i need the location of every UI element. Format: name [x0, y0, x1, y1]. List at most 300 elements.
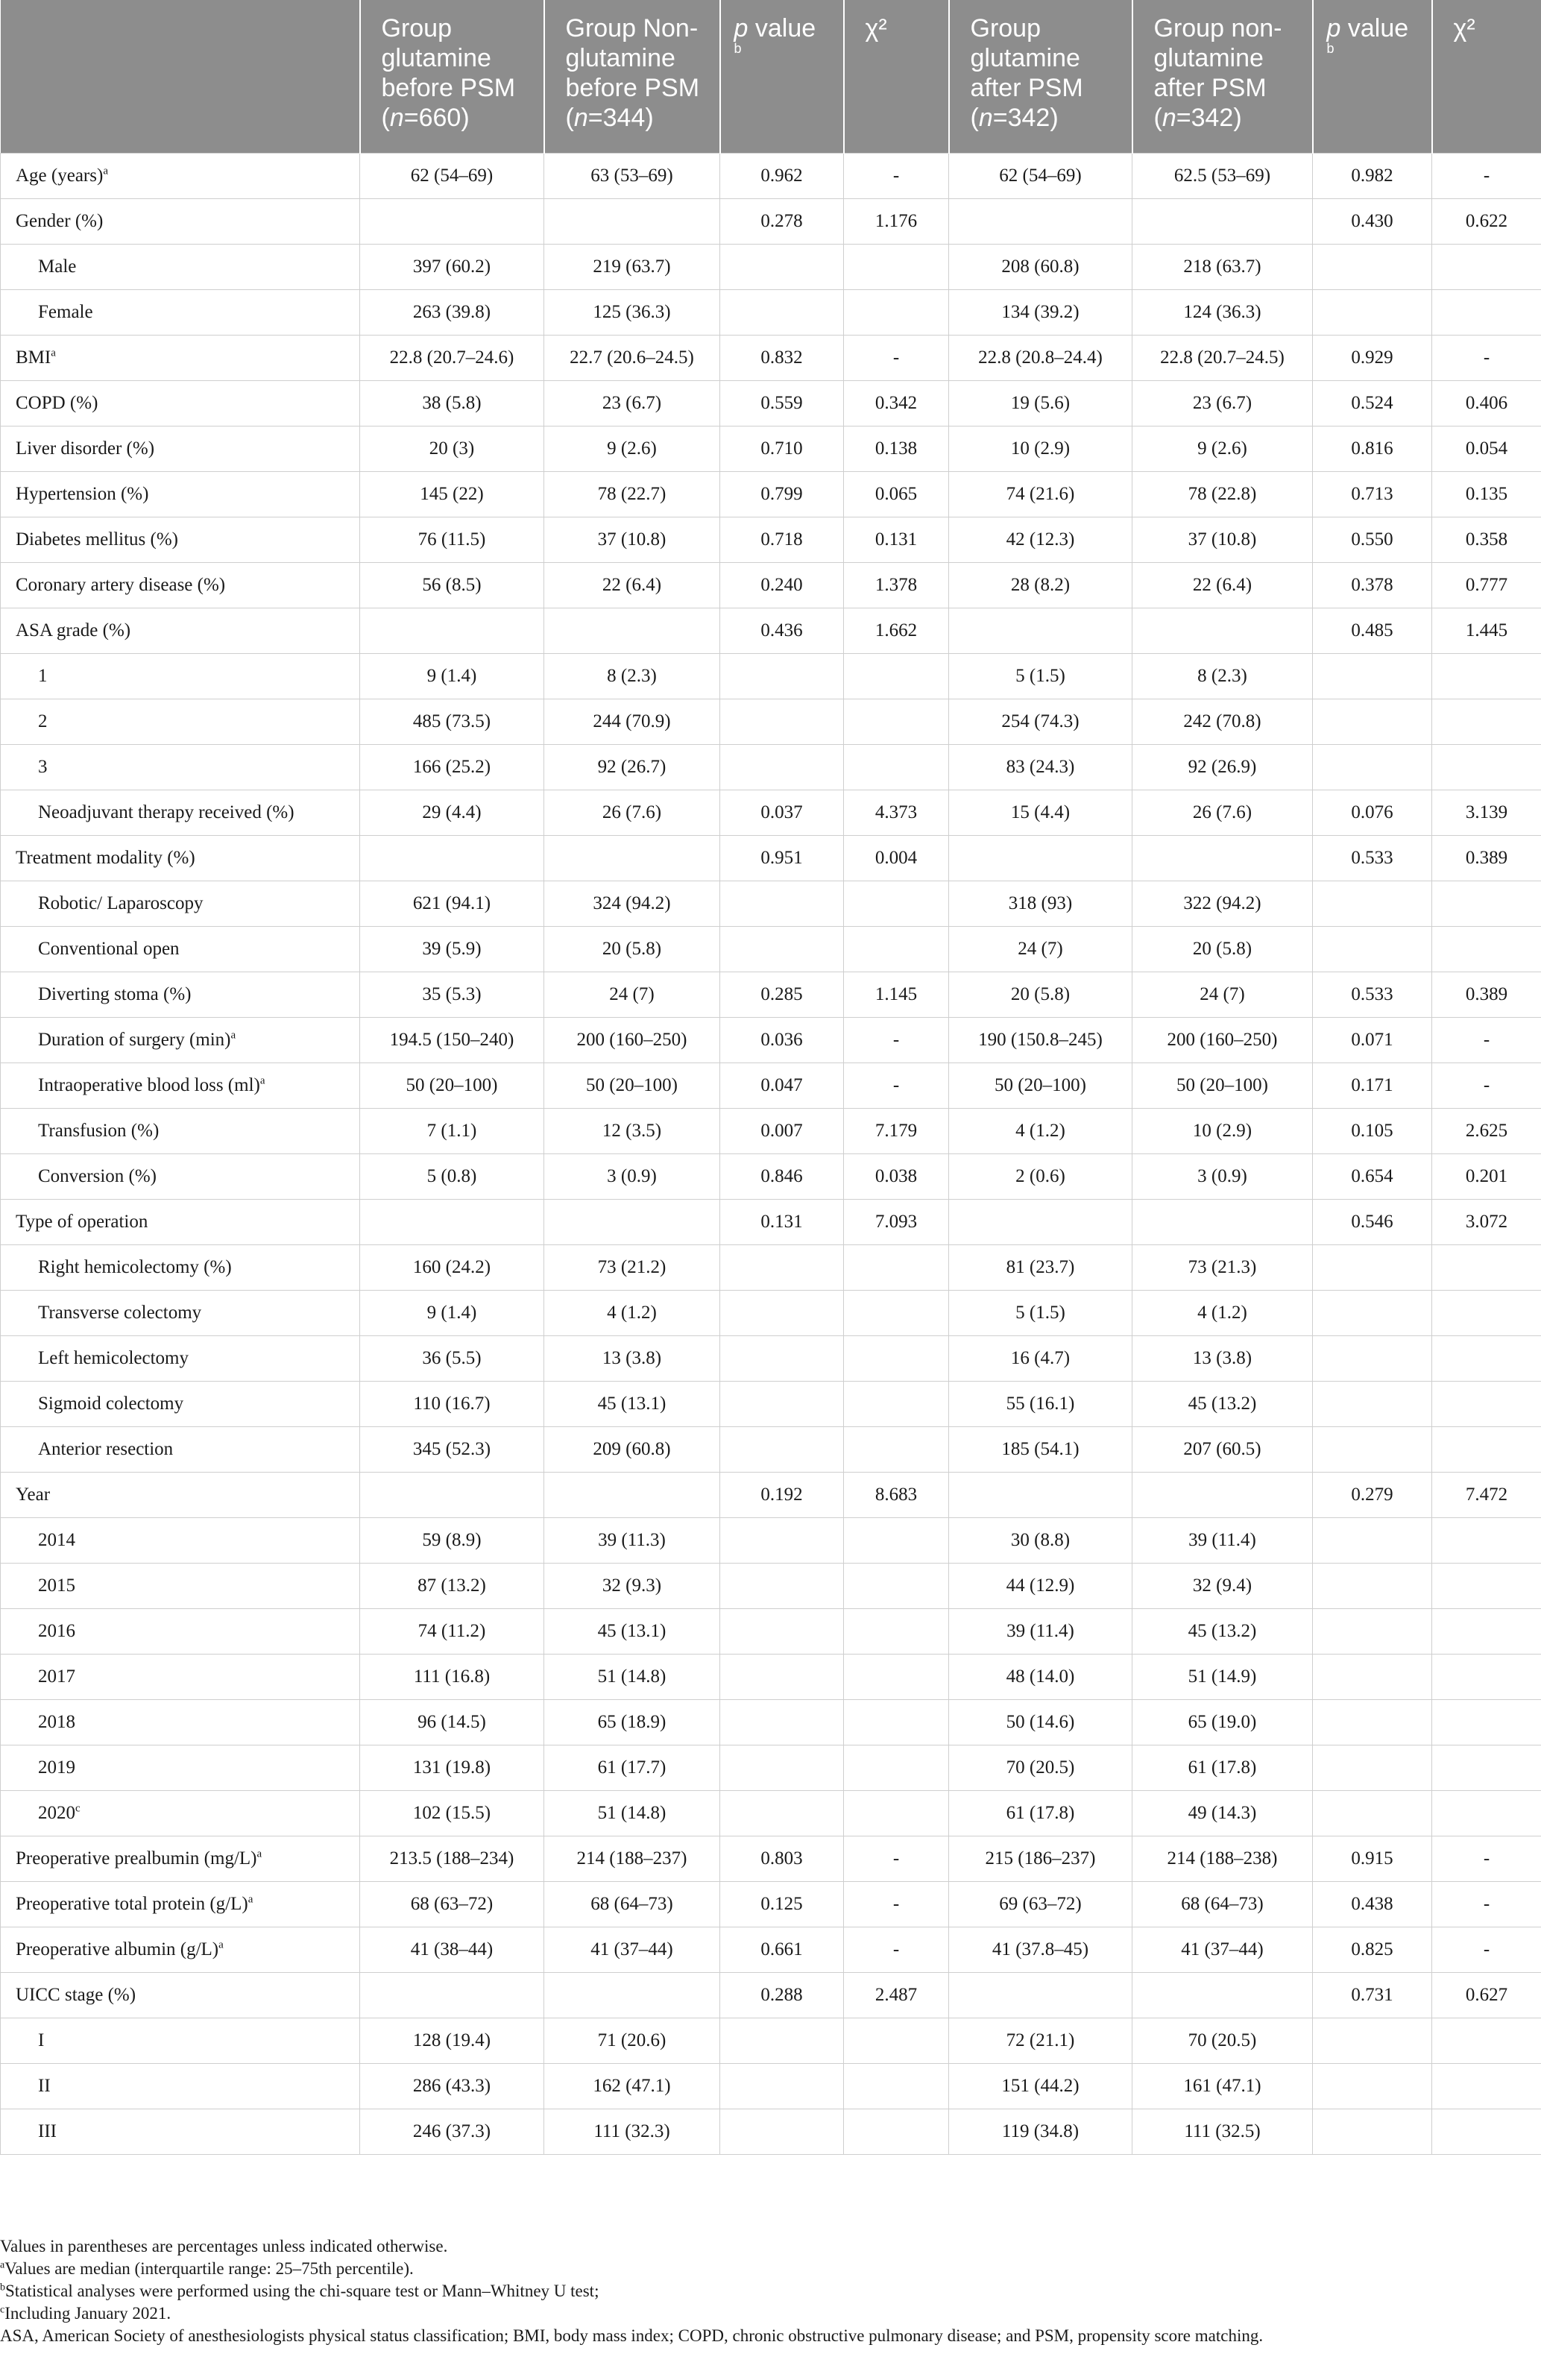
row-label: [1, 1062, 360, 1108]
table-cell: [720, 1745, 844, 1790]
table-cell: [1313, 2018, 1432, 2063]
table-cell: -: [844, 153, 949, 198]
table-cell: 1.378: [844, 562, 949, 608]
table-cell: 318 (93): [949, 881, 1132, 926]
table-row: [1, 517, 1541, 562]
table-cell: 0.627: [1432, 1972, 1541, 2018]
table-cell: 45 (13.1): [544, 1381, 720, 1426]
table-cell: [1432, 2109, 1541, 2154]
header-text: χ²: [865, 14, 887, 42]
table-cell: 214 (188–237): [544, 1836, 720, 1881]
table-cell: -: [1432, 335, 1541, 380]
table-cell: 0.622: [1432, 198, 1541, 244]
column-header: [949, 0, 1132, 153]
table-cell: 7.179: [844, 1108, 949, 1153]
table-cell: [720, 289, 844, 335]
column-header: [1132, 0, 1313, 153]
table-row: [1, 1017, 1541, 1062]
table-cell: 41 (37–44): [544, 1927, 720, 1972]
table-cell: 0.524: [1313, 380, 1432, 426]
table-cell: [844, 1335, 949, 1381]
table-cell: [720, 2063, 844, 2109]
table-cell: [844, 699, 949, 744]
table-cell: 207 (60.5): [1132, 1426, 1313, 1472]
table-cell: 160 (24.2): [360, 1244, 544, 1290]
row-label-text: Hypertension (%): [16, 483, 149, 504]
table-cell: [544, 1199, 720, 1244]
table-cell: 215 (186–237): [949, 1836, 1132, 1881]
table-cell: 0.342: [844, 380, 949, 426]
table-cell: 0.135: [1432, 471, 1541, 517]
row-label-text: Anterior resection: [38, 1438, 174, 1459]
table-cell: 263 (39.8): [360, 289, 544, 335]
table-cell: 65 (18.9): [544, 1699, 720, 1745]
table-cell: 26 (7.6): [1132, 790, 1313, 835]
table-cell: [949, 608, 1132, 653]
table-cell: [720, 653, 844, 699]
row-label-text: UICC stage (%): [16, 1984, 136, 2005]
column-header: [1, 0, 360, 153]
table-cell: 36 (5.5): [360, 1335, 544, 1381]
table-cell: 254 (74.3): [949, 699, 1132, 744]
table-row: [1, 1790, 1541, 1836]
table-cell: 0.731: [1313, 1972, 1432, 2018]
table-cell: 4 (1.2): [949, 1108, 1132, 1153]
table-cell: 22 (6.4): [1132, 562, 1313, 608]
table-cell: [720, 1381, 844, 1426]
table-cell: 0.799: [720, 471, 844, 517]
row-label: [1, 1972, 360, 2018]
row-label: [1, 335, 360, 380]
row-label-text: Right hemicolectomy (%): [38, 1256, 232, 1277]
table-cell: 48 (14.0): [949, 1654, 1132, 1699]
row-label-text: Preoperative albumin (g/L): [16, 1939, 219, 1959]
row-footnote-mark: c: [75, 1802, 81, 1815]
row-label-text: Male: [38, 256, 77, 277]
table-cell: [1432, 1699, 1541, 1745]
table-cell: [844, 1244, 949, 1290]
table-cell: 26 (7.6): [544, 790, 720, 835]
table-cell: [1432, 289, 1541, 335]
table-row: [1, 1836, 1541, 1881]
table-cell: 73 (21.2): [544, 1244, 720, 1290]
table-cell: 7 (1.1): [360, 1108, 544, 1153]
table-cell: [720, 1608, 844, 1654]
footnote-line: [0, 2325, 1541, 2347]
table-row: [1, 1199, 1541, 1244]
row-label-text: II: [38, 2075, 51, 2096]
table-row: [1, 1517, 1541, 1563]
table-row: [1, 198, 1541, 244]
table-row: [1, 653, 1541, 699]
row-label-text: 2016: [38, 1620, 75, 1641]
table-row: [1, 335, 1541, 380]
table-cell: [844, 289, 949, 335]
row-label: [1, 1108, 360, 1153]
table-cell: 219 (63.7): [544, 244, 720, 289]
table-cell: -: [844, 335, 949, 380]
table-cell: [720, 2109, 844, 2154]
table-cell: 190 (150.8–245): [949, 1017, 1132, 1062]
table-cell: 87 (13.2): [360, 1563, 544, 1608]
table-cell: 0.007: [720, 1108, 844, 1153]
table-cell: 72 (21.1): [949, 2018, 1132, 2063]
table-row: [1, 1108, 1541, 1153]
table-row: [1, 1335, 1541, 1381]
table-cell: [1432, 2018, 1541, 2063]
table-cell: 10 (2.9): [949, 426, 1132, 471]
table-cell: 0.661: [720, 1927, 844, 1972]
column-header: [1432, 0, 1541, 153]
table-cell: [844, 744, 949, 790]
table-cell: 111 (32.5): [1132, 2109, 1313, 2154]
row-label: [1, 1153, 360, 1199]
table-row: [1, 1972, 1541, 2018]
table-cell: [1432, 699, 1541, 744]
table-cell: [1432, 1517, 1541, 1563]
table-cell: 22.8 (20.8–24.4): [949, 335, 1132, 380]
table-cell: 246 (37.3): [360, 2109, 544, 2154]
table-cell: 69 (63–72): [949, 1881, 1132, 1927]
table-cell: 2.625: [1432, 1108, 1541, 1153]
header-tail: value: [1340, 14, 1409, 42]
table-cell: 0.138: [844, 426, 949, 471]
footnote-line: [0, 2235, 1541, 2258]
table-cell: 0.962: [720, 153, 844, 198]
table-cell: 8 (2.3): [1132, 653, 1313, 699]
table-cell: 39 (11.4): [1132, 1517, 1313, 1563]
table-cell: [1313, 1563, 1432, 1608]
table-cell: 41 (38–44): [360, 1927, 544, 1972]
table-cell: [844, 244, 949, 289]
table-cell: 55 (16.1): [949, 1381, 1132, 1426]
table-cell: [720, 926, 844, 972]
table-cell: -: [844, 1836, 949, 1881]
row-label-text: 2019: [38, 1757, 75, 1778]
row-label-text: I: [38, 2030, 45, 2050]
table-cell: 0.533: [1313, 972, 1432, 1017]
table-cell: 4.373: [844, 790, 949, 835]
table-cell: 0.777: [1432, 562, 1541, 608]
row-label-text: Transfusion (%): [38, 1120, 160, 1141]
table-cell: 22.7 (20.6–24.5): [544, 335, 720, 380]
header-text: Group non-glutamine after PSM (: [1153, 14, 1282, 132]
table-cell: 28 (8.2): [949, 562, 1132, 608]
table-cell: 13 (3.8): [1132, 1335, 1313, 1381]
table-cell: [1432, 881, 1541, 926]
table-cell: 50 (14.6): [949, 1699, 1132, 1745]
table-cell: 78 (22.8): [1132, 471, 1313, 517]
table-cell: [720, 1563, 844, 1608]
table-cell: 0.125: [720, 1881, 844, 1927]
row-label: [1, 1790, 360, 1836]
row-label: [1, 608, 360, 653]
table-cell: [1313, 1426, 1432, 1472]
table-cell: 218 (63.7): [1132, 244, 1313, 289]
table-cell: [544, 1472, 720, 1517]
row-label-text: Diabetes mellitus (%): [16, 529, 178, 550]
table-cell: -: [1432, 153, 1541, 198]
table-cell: 0.378: [1313, 562, 1432, 608]
table-cell: 63 (53–69): [544, 153, 720, 198]
table-cell: [1132, 608, 1313, 653]
table-cell: 0.803: [720, 1836, 844, 1881]
table-row: [1, 1699, 1541, 1745]
table-cell: [1132, 835, 1313, 881]
table-cell: 0.406: [1432, 380, 1541, 426]
row-footnote-mark: a: [256, 1848, 262, 1860]
table-row: [1, 380, 1541, 426]
table-cell: 0.846: [720, 1153, 844, 1199]
row-footnote-mark: a: [248, 1893, 253, 1906]
table-cell: 30 (8.8): [949, 1517, 1132, 1563]
table-cell: -: [844, 1881, 949, 1927]
table-cell: 23 (6.7): [544, 380, 720, 426]
table-row: [1, 972, 1541, 1017]
table-cell: [1432, 1563, 1541, 1608]
table-cell: 42 (12.3): [949, 517, 1132, 562]
table-row: [1, 699, 1541, 744]
table-cell: 68 (64–73): [1132, 1881, 1313, 1927]
table-cell: 0.832: [720, 335, 844, 380]
row-label: [1, 1881, 360, 1927]
table-cell: [1432, 1290, 1541, 1335]
table-cell: 0.929: [1313, 335, 1432, 380]
table-cell: 151 (44.2): [949, 2063, 1132, 2109]
row-label: [1, 153, 360, 198]
row-label-text: 2017: [38, 1666, 75, 1687]
table-cell: 9 (1.4): [360, 1290, 544, 1335]
table-cell: 5 (1.5): [949, 653, 1132, 699]
table-cell: [844, 1745, 949, 1790]
header-row: [1, 0, 1541, 153]
table-cell: 74 (11.2): [360, 1608, 544, 1654]
table-cell: 0.131: [720, 1199, 844, 1244]
table-cell: 23 (6.7): [1132, 380, 1313, 426]
footnote-mark: a: [0, 2259, 5, 2271]
table-cell: [844, 1381, 949, 1426]
table-cell: [1432, 1335, 1541, 1381]
row-label-text: Conventional open: [38, 938, 180, 959]
table-cell: 5 (1.5): [949, 1290, 1132, 1335]
table-cell: 50 (20–100): [1132, 1062, 1313, 1108]
footnote-text: Statistical analyses were performed using the chi-square test or Mann–Whitney U test;: [5, 2282, 599, 2300]
table-cell: 1.445: [1432, 608, 1541, 653]
table-cell: 110 (16.7): [360, 1381, 544, 1426]
row-label: [1, 1699, 360, 1745]
footnote-line: [0, 2258, 1541, 2280]
row-label-text: Robotic/ Laparoscopy: [38, 892, 204, 913]
header-tail: =344): [587, 104, 654, 132]
table-cell: 0.915: [1313, 1836, 1432, 1881]
table-cell: 22.8 (20.7–24.6): [360, 335, 544, 380]
table-cell: 73 (21.3): [1132, 1244, 1313, 1290]
header-italic: p: [1326, 14, 1341, 42]
header-text: Group glutamine after PSM (: [970, 14, 1083, 132]
table-cell: [720, 1426, 844, 1472]
footnote-line: [0, 2280, 1541, 2302]
table-cell: 8 (2.3): [544, 653, 720, 699]
table-cell: 397 (60.2): [360, 244, 544, 289]
table-cell: 200 (160–250): [544, 1017, 720, 1062]
row-label-text: Type of operation: [16, 1211, 148, 1232]
row-label-text: COPD (%): [16, 392, 98, 413]
table-row: [1, 1927, 1541, 1972]
row-label: [1, 1381, 360, 1426]
table-cell: [1313, 1244, 1432, 1290]
table-cell: 0.192: [720, 1472, 844, 1517]
table-cell: [949, 1972, 1132, 2018]
table-cell: 50 (20–100): [544, 1062, 720, 1108]
table-cell: -: [844, 1017, 949, 1062]
table-cell: 10 (2.9): [1132, 1108, 1313, 1153]
table-cell: [1432, 1790, 1541, 1836]
table-cell: 0.038: [844, 1153, 949, 1199]
table-cell: 0.389: [1432, 835, 1541, 881]
table-cell: [1313, 1790, 1432, 1836]
table-cell: 51 (14.8): [544, 1790, 720, 1836]
footnote-text: Values in parentheses are percentages unless indicated otherwise.: [0, 2237, 448, 2255]
table-cell: 244 (70.9): [544, 699, 720, 744]
table-cell: 83 (24.3): [949, 744, 1132, 790]
table-cell: [844, 2063, 949, 2109]
table-row: [1, 1381, 1541, 1426]
table-cell: -: [1432, 1017, 1541, 1062]
table-cell: [720, 1335, 844, 1381]
table-cell: 209 (60.8): [544, 1426, 720, 1472]
row-label: [1, 1927, 360, 1972]
row-label-text: Treatment modality (%): [16, 847, 195, 868]
row-label: [1, 1426, 360, 1472]
table-cell: [1432, 1381, 1541, 1426]
table-cell: [1432, 1608, 1541, 1654]
row-label: [1, 1199, 360, 1244]
table-row: [1, 562, 1541, 608]
row-label: [1, 1608, 360, 1654]
table-cell: [360, 608, 544, 653]
table-cell: 194.5 (150–240): [360, 1017, 544, 1062]
table-cell: 49 (14.3): [1132, 1790, 1313, 1836]
table-row: [1, 289, 1541, 335]
table-cell: 3 (0.9): [544, 1153, 720, 1199]
table-cell: 0.285: [720, 972, 844, 1017]
table-cell: [844, 1563, 949, 1608]
table-cell: [720, 699, 844, 744]
table-cell: [1132, 1199, 1313, 1244]
header-tail: value: [748, 14, 816, 42]
header-italic: p: [734, 14, 749, 42]
table-cell: 0.718: [720, 517, 844, 562]
table-cell: 41 (37–44): [1132, 1927, 1313, 1972]
table-cell: 0.240: [720, 562, 844, 608]
table-cell: 125 (36.3): [544, 289, 720, 335]
row-footnote-mark: a: [259, 1074, 265, 1087]
table-cell: 24 (7): [949, 926, 1132, 972]
table-cell: 62.5 (53–69): [1132, 153, 1313, 198]
row-label: [1, 2109, 360, 2154]
header-italic: n: [1162, 104, 1176, 132]
table-body: [1, 153, 1541, 2154]
table-row: [1, 881, 1541, 926]
table-cell: 32 (9.3): [544, 1563, 720, 1608]
table-cell: 102 (15.5): [360, 1790, 544, 1836]
table-cell: [720, 244, 844, 289]
table-row: [1, 1472, 1541, 1517]
row-label: [1, 244, 360, 289]
table-cell: 0.105: [1313, 1108, 1432, 1153]
row-label: [1, 380, 360, 426]
table-cell: -: [1432, 1881, 1541, 1927]
table-cell: [1313, 1654, 1432, 1699]
table-cell: 68 (63–72): [360, 1881, 544, 1927]
table-cell: 0.389: [1432, 972, 1541, 1017]
table-cell: 61 (17.8): [1132, 1745, 1313, 1790]
table-cell: 1.145: [844, 972, 949, 1017]
table-cell: 2.487: [844, 1972, 949, 2018]
row-label-text: Transverse colectomy: [38, 1302, 202, 1323]
table-cell: [949, 835, 1132, 881]
table-row: [1, 1563, 1541, 1608]
header-footnote-mark: b: [1326, 41, 1334, 56]
table-cell: [1313, 1381, 1432, 1426]
row-label-text: Left hemicolectomy: [38, 1347, 189, 1368]
table-cell: 70 (20.5): [949, 1745, 1132, 1790]
table-cell: -: [1432, 1062, 1541, 1108]
row-label: [1, 972, 360, 1017]
table-cell: 0.825: [1313, 1927, 1432, 1972]
row-label-text: 2015: [38, 1575, 75, 1596]
table-cell: 65 (19.0): [1132, 1699, 1313, 1745]
row-label-text: Coronary artery disease (%): [16, 574, 226, 595]
table-cell: [720, 2018, 844, 2063]
row-label-text: Preoperative total protein (g/L): [16, 1893, 248, 1914]
table-row: [1, 608, 1541, 653]
table-cell: 0.951: [720, 835, 844, 881]
row-label-text: Female: [38, 301, 93, 322]
column-header: [720, 0, 844, 153]
table-cell: [844, 881, 949, 926]
table-cell: 286 (43.3): [360, 2063, 544, 2109]
table-cell: 0.982: [1313, 153, 1432, 198]
table-cell: 213.5 (188–234): [360, 1836, 544, 1881]
table-cell: [360, 1972, 544, 2018]
table-row: [1, 1290, 1541, 1335]
table-cell: 4 (1.2): [1132, 1290, 1313, 1335]
table-cell: 24 (7): [544, 972, 720, 1017]
table-cell: 0.550: [1313, 517, 1432, 562]
row-label: [1, 699, 360, 744]
table-cell: [844, 2018, 949, 2063]
row-label-text: BMI: [16, 347, 51, 368]
table-cell: 62 (54–69): [360, 153, 544, 198]
table-cell: [1313, 1608, 1432, 1654]
table-cell: [720, 1290, 844, 1335]
row-label-text: III: [38, 2121, 57, 2141]
row-label: [1, 744, 360, 790]
table-cell: 16 (4.7): [949, 1335, 1132, 1381]
table-cell: 4 (1.2): [544, 1290, 720, 1335]
table-cell: 44 (12.9): [949, 1563, 1132, 1608]
table-cell: 76 (11.5): [360, 517, 544, 562]
row-label-text: Age (years): [16, 165, 104, 186]
table-row: [1, 153, 1541, 198]
row-label: [1, 881, 360, 926]
table-footnotes: [0, 2235, 1541, 2347]
table-row: [1, 926, 1541, 972]
row-label-text: 2018: [38, 1711, 75, 1732]
table-cell: [844, 1608, 949, 1654]
table-cell: 39 (11.3): [544, 1517, 720, 1563]
